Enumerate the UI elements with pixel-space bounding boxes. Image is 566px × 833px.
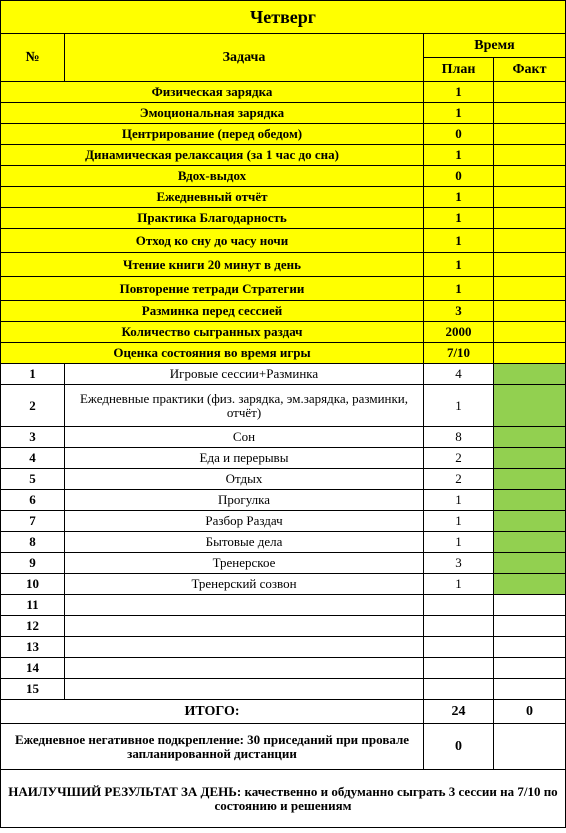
time-plan[interactable]: 1 — [424, 385, 494, 427]
daily-fact[interactable] — [494, 277, 566, 301]
daily-row — [1, 82, 566, 103]
time-plan[interactable]: 1 — [424, 511, 494, 532]
row-number: 3 — [1, 427, 65, 448]
header-num: № — [1, 34, 65, 82]
row-number: 4 — [1, 448, 65, 469]
daily-fact[interactable] — [494, 301, 566, 322]
daily-task: Вдох-выдох — [1, 166, 424, 187]
daily-task: Количество сыгранных раздач — [1, 322, 424, 343]
daily-plan[interactable]: 1 — [424, 82, 494, 103]
daily-fact[interactable] — [494, 229, 566, 253]
daily-task: Динамическая релаксация (за 1 час до сна) — [1, 145, 424, 166]
daily-plan[interactable]: 1 — [424, 253, 494, 277]
time-task[interactable] — [65, 595, 424, 616]
time-plan[interactable]: 2 — [424, 448, 494, 469]
time-task[interactable]: Разбор Раздач — [65, 511, 424, 532]
daily-task: Эмоциональная зарядка — [1, 103, 424, 124]
time-task[interactable] — [65, 637, 424, 658]
time-plan[interactable] — [424, 637, 494, 658]
daily-row — [1, 253, 566, 277]
time-task[interactable] — [65, 616, 424, 637]
daily-row — [1, 187, 566, 208]
time-row — [1, 574, 566, 595]
negative-reinforcement-value[interactable]: 0 — [424, 724, 494, 770]
daily-row — [1, 301, 566, 322]
daily-task: Повторение тетради Стратегии — [1, 277, 424, 301]
time-row — [1, 448, 566, 469]
daily-row — [1, 229, 566, 253]
header-task: Задача — [65, 34, 424, 82]
daily-row — [1, 166, 566, 187]
time-task[interactable]: Тренерский созвон — [65, 574, 424, 595]
header-plan: План — [424, 58, 494, 82]
time-row — [1, 364, 566, 385]
time-task[interactable] — [65, 658, 424, 679]
time-row — [1, 469, 566, 490]
daily-task: Чтение книги 20 минут в день — [1, 253, 424, 277]
day-title: Четверг — [1, 1, 566, 34]
row-number: 7 — [1, 511, 65, 532]
time-row — [1, 595, 566, 616]
row-number: 5 — [1, 469, 65, 490]
daily-plan[interactable]: 1 — [424, 103, 494, 124]
daily-fact[interactable] — [494, 343, 566, 364]
row-number: 15 — [1, 679, 65, 700]
time-task[interactable]: Отдых — [65, 469, 424, 490]
row-number: 6 — [1, 490, 65, 511]
time-items — [1, 364, 566, 700]
daily-task: Центрирование (перед обедом) — [1, 124, 424, 145]
time-task[interactable]: Сон — [65, 427, 424, 448]
daily-fact[interactable] — [494, 187, 566, 208]
time-task[interactable]: Игровые сессии+Разминка — [65, 364, 424, 385]
daily-row — [1, 277, 566, 301]
time-row — [1, 553, 566, 574]
time-fact[interactable] — [494, 364, 566, 385]
time-row — [1, 490, 566, 511]
time-fact[interactable] — [494, 490, 566, 511]
daily-task: Отход ко сну до часу ночи — [1, 229, 424, 253]
daily-task: Разминка перед сессией — [1, 301, 424, 322]
daily-row — [1, 322, 566, 343]
daily-plan[interactable]: 1 — [424, 145, 494, 166]
daily-task: Физическая зарядка — [1, 82, 424, 103]
row-number: 12 — [1, 616, 65, 637]
header-fact: Факт — [494, 58, 566, 82]
daily-fact[interactable] — [494, 124, 566, 145]
header-time: Время — [424, 34, 566, 58]
daily-row — [1, 343, 566, 364]
row-number: 9 — [1, 553, 65, 574]
time-row — [1, 385, 566, 427]
time-fact[interactable] — [494, 427, 566, 448]
total-plan[interactable]: 24 — [424, 700, 494, 724]
daily-items — [1, 82, 566, 364]
daily-plan[interactable]: 1 — [424, 229, 494, 253]
daily-plan[interactable]: 0 — [424, 166, 494, 187]
time-row — [1, 511, 566, 532]
total-label: ИТОГО: — [1, 700, 424, 724]
daily-plan[interactable]: 0 — [424, 124, 494, 145]
row-number: 14 — [1, 658, 65, 679]
time-plan[interactable] — [424, 658, 494, 679]
time-task[interactable]: Прогулка — [65, 490, 424, 511]
time-fact[interactable] — [494, 595, 566, 616]
daily-plan[interactable]: 1 — [424, 277, 494, 301]
time-fact[interactable] — [494, 574, 566, 595]
time-fact[interactable] — [494, 616, 566, 637]
time-fact[interactable] — [494, 385, 566, 427]
daily-fact[interactable] — [494, 322, 566, 343]
daily-row — [1, 103, 566, 124]
time-row — [1, 616, 566, 637]
negative-reinforcement-fact[interactable] — [494, 724, 566, 770]
time-row — [1, 532, 566, 553]
row-number: 8 — [1, 532, 65, 553]
daily-plan[interactable]: 2000 — [424, 322, 494, 343]
daily-task: Практика Благодарность — [1, 208, 424, 229]
best-result-text: НАИЛУЧШИЙ РЕЗУЛЬТАТ ЗА ДЕНЬ: качественно и обдуманно сыграть 3 сессии на 7/10 по состоянию и решениям — [1, 770, 566, 828]
row-number: 13 — [1, 637, 65, 658]
daily-fact[interactable] — [494, 253, 566, 277]
time-plan[interactable]: 2 — [424, 469, 494, 490]
time-fact[interactable] — [494, 679, 566, 700]
time-fact[interactable] — [494, 511, 566, 532]
time-plan[interactable] — [424, 679, 494, 700]
time-plan[interactable] — [424, 616, 494, 637]
daily-fact[interactable] — [494, 145, 566, 166]
time-plan[interactable]: 3 — [424, 553, 494, 574]
time-fact[interactable] — [494, 469, 566, 490]
time-row — [1, 637, 566, 658]
daily-plan[interactable]: 7/10 — [424, 343, 494, 364]
row-number: 2 — [1, 385, 65, 427]
time-task[interactable]: Тренерское — [65, 553, 424, 574]
daily-task: Ежедневный отчёт — [1, 187, 424, 208]
time-fact[interactable] — [494, 532, 566, 553]
time-row — [1, 427, 566, 448]
daily-fact[interactable] — [494, 166, 566, 187]
daily-fact[interactable] — [494, 103, 566, 124]
row-number: 10 — [1, 574, 65, 595]
total-fact[interactable]: 0 — [494, 700, 566, 724]
time-fact[interactable] — [494, 658, 566, 679]
daily-row — [1, 208, 566, 229]
time-plan[interactable]: 1 — [424, 490, 494, 511]
time-fact[interactable] — [494, 553, 566, 574]
daily-plan[interactable]: 3 — [424, 301, 494, 322]
time-row — [1, 679, 566, 700]
row-number: 1 — [1, 364, 65, 385]
negative-reinforcement-text: Ежедневное негативное подкрепление: 30 приседаний при провале запланированной дистанции — [1, 724, 424, 770]
daily-fact[interactable] — [494, 82, 566, 103]
daily-task: Оценка состояния во время игры — [1, 343, 424, 364]
daily-row — [1, 124, 566, 145]
time-fact[interactable] — [494, 637, 566, 658]
daily-fact[interactable] — [494, 208, 566, 229]
daily-plan[interactable]: 1 — [424, 187, 494, 208]
time-plan[interactable]: 4 — [424, 364, 494, 385]
time-fact[interactable] — [494, 448, 566, 469]
time-task[interactable]: Бытовые дела — [65, 532, 424, 553]
row-number: 11 — [1, 595, 65, 616]
time-plan[interactable]: 8 — [424, 427, 494, 448]
time-plan[interactable]: 1 — [424, 532, 494, 553]
time-task[interactable] — [65, 679, 424, 700]
time-plan[interactable] — [424, 595, 494, 616]
time-task[interactable]: Ежедневные практики (физ. зарядка, эм.зарядка, разминки, отчёт) — [65, 385, 424, 427]
time-task[interactable]: Еда и перерывы — [65, 448, 424, 469]
daily-row — [1, 145, 566, 166]
time-plan[interactable]: 1 — [424, 574, 494, 595]
daily-plan[interactable]: 1 — [424, 208, 494, 229]
time-row — [1, 658, 566, 679]
